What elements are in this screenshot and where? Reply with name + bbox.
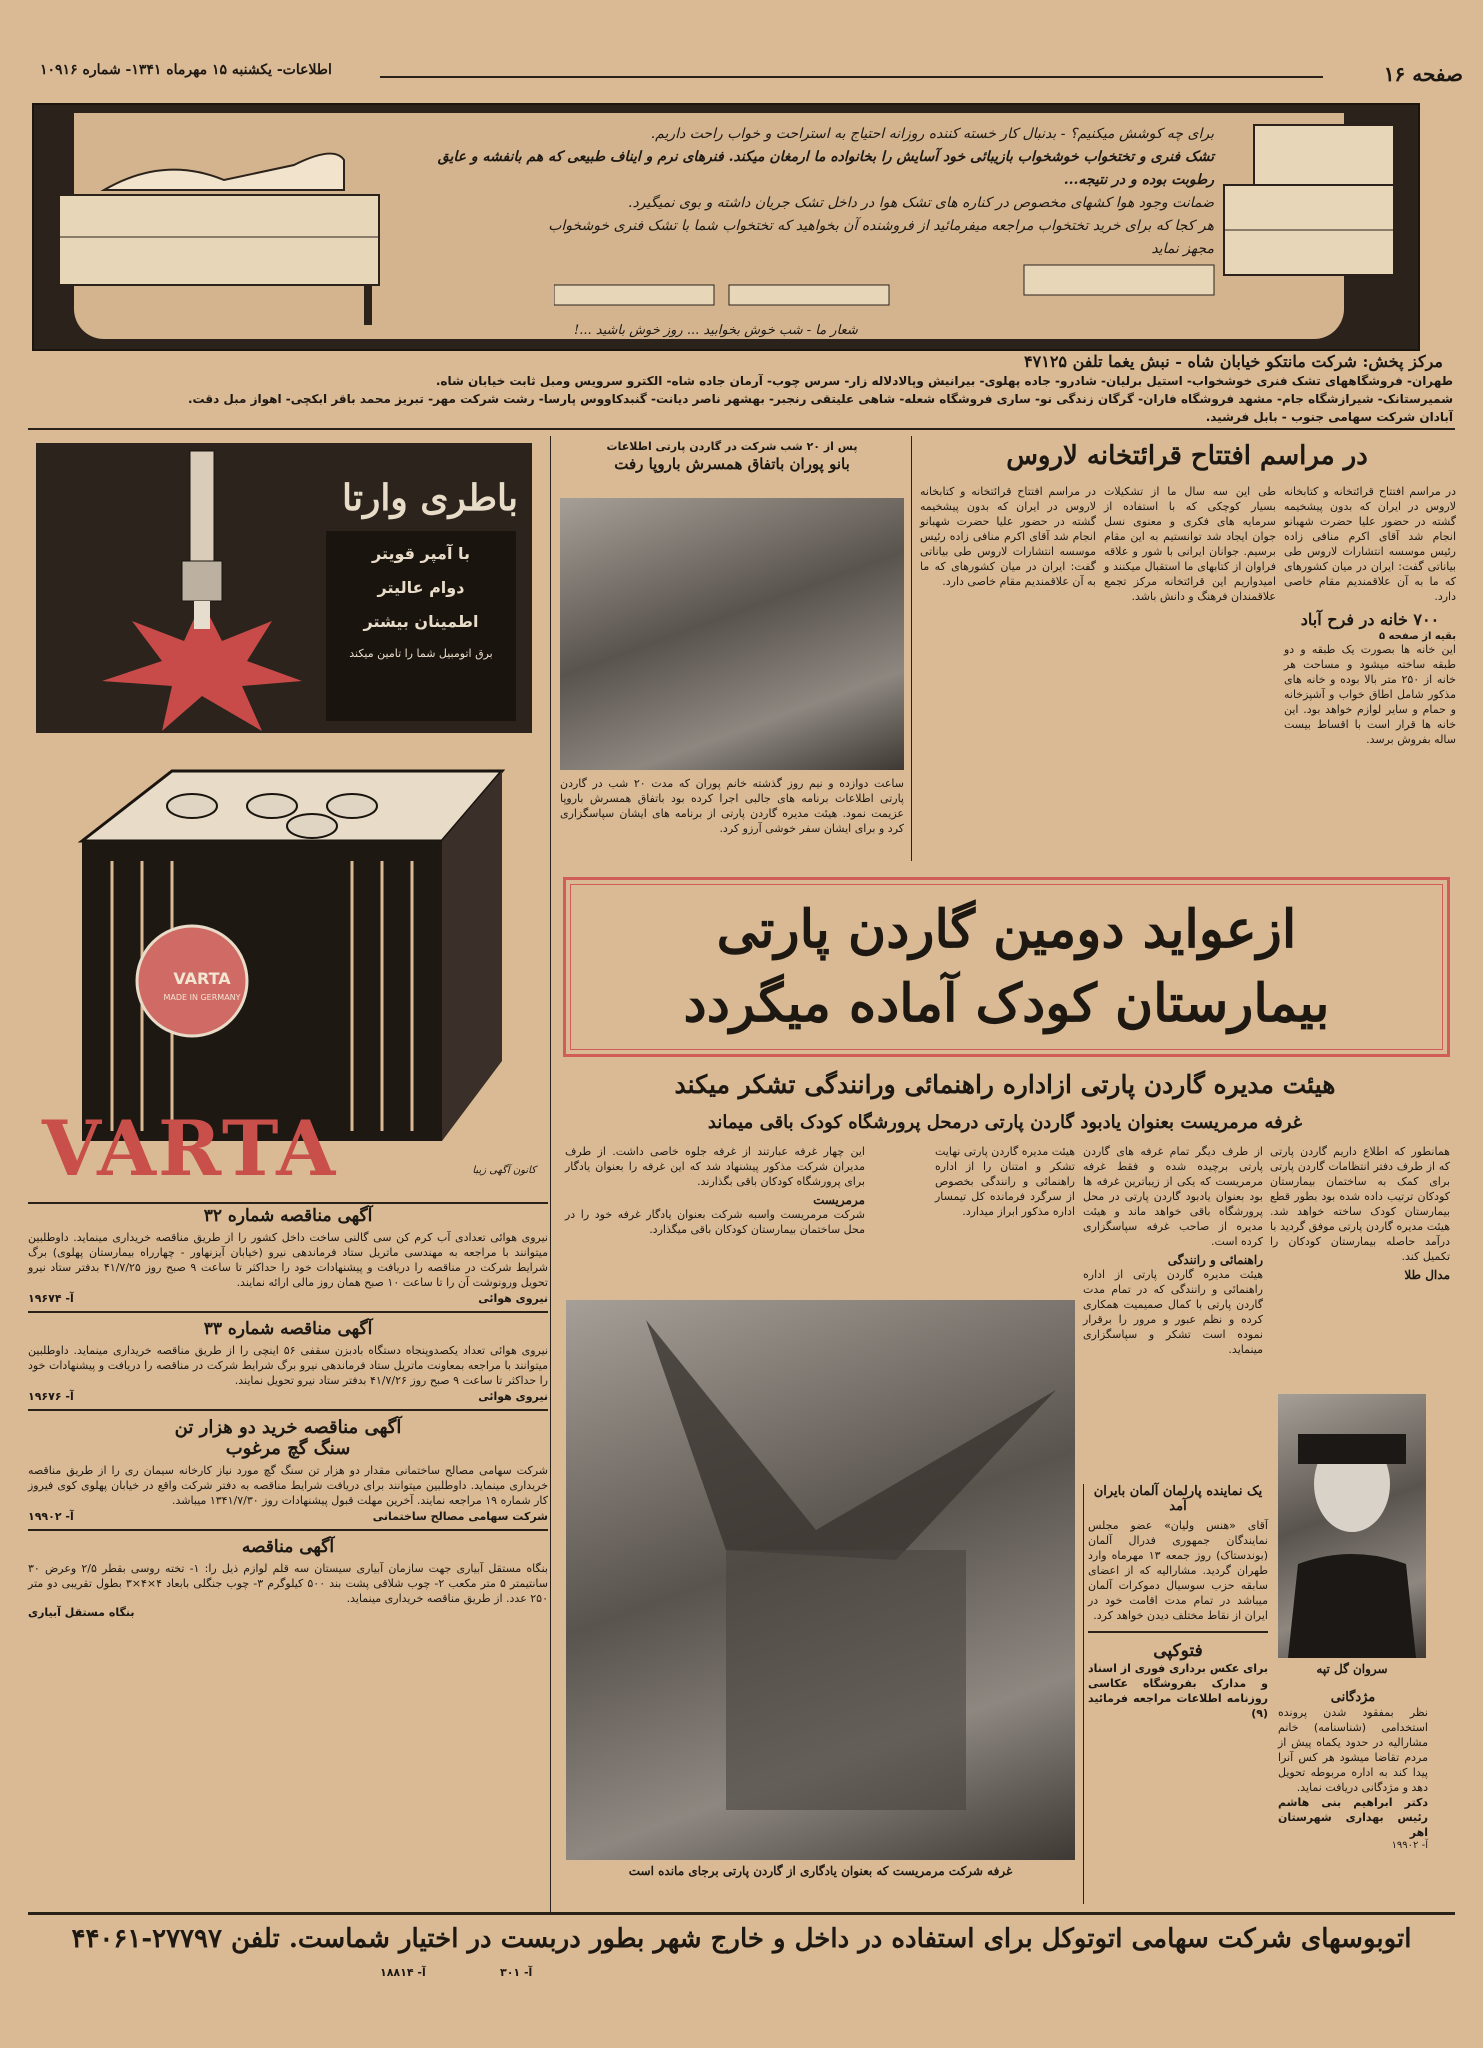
column-divider <box>1083 1484 1084 1904</box>
pouran-article <box>558 436 906 861</box>
mozhdegani-article <box>1278 1690 1428 1851</box>
tender-divider <box>28 1529 548 1531</box>
battery-cap <box>287 814 337 838</box>
tender-33-body: نیروی هوائی تعداد یکصدوپنجاه دستگاه بادبزن سقفی ۵۶ اینچی را از طریق مناقصه خریداری مینماید. داوطلبین میتوانند با مراجعه بمعاونت ماتریل ستاد فرماندهی نیرو برگ شرایط شرکت در مناقصه را دریافت و پیشنهادات خود را حداکثر تا ساعت ۹ صبح روز ۴۱/۷/۲۶ بدفتر ستاد نیرو تحویل نمایند. <box>28 1344 548 1387</box>
varta-line-4: برق اتومبیل شما را تامین میکند <box>349 647 493 660</box>
varta-badge-sub: MADE IN GERMANY <box>163 993 241 1002</box>
gypsum-body: شرکت سهامی مصالح ساختمانی مقدار دو هزار تن سنگ گچ مورد نیاز کارخانه سیمان ری را از طریق مناقصه خریداری مینماید. داوطلبین میتوانند برای دریافت شرایط مناقصه به دفتر شرکت واقع در خیابان پهلوی کوی فیروز کار شماره ۱۹ مراجعه نمایند. آخرین مهلت قبول پیشنهادات روز ۱۳۴۱/۷/۳۰ میباشد. <box>28 1464 548 1507</box>
battery-cap <box>247 794 297 818</box>
larousse-body-a: در مراسم افتتاح قرائتخانه و کتابخانه لاروس در ایران که بدون پیشخیمه گشته در حضور علیا حضرت شهبانو انجام شد آقای اکرم منافی زاده رئیس موسسه انتشارات لاروس طی بیاناتی گفت: ایران در میان کشورهای که ما به آن علاقمندیم مقام خاصی دارد. <box>1284 485 1456 603</box>
parliament-body: آقای «هنس ولیان» عضو مجلس نمایندگان جمهوری فدرال آلمان (بوندستاک) روز جمعه ۱۳ مهرماه وارد طهران گردید. مشارالیه که از اعضای سابقه حزب سوسیال دموکرات آلمان میباشد در تمام مدت اقامت خود در ایران از نقاط مختلف دیدن خواهد کرد. <box>1088 1519 1268 1622</box>
dealers-line-3: آبادان شرکت سهامی جنوب - بابل فرشید. <box>1205 410 1453 424</box>
main-story-body-c: این چهار غرفه عبارتند از غرفه جلوه خاصی داشت. از طرف مدیران شرکت مذکور پیشنهاد شد که این غرفه را بعنوان یادگار برای پرورشگاه کودکان باقی بگذارند. <box>565 1145 865 1188</box>
pouran-pre: پس از ۲۰ شب شرکت در گاردن پارتی اطلاعات <box>606 440 858 453</box>
officer-portrait <box>1278 1394 1426 1658</box>
main-story-section-2: مرمریست <box>813 1193 865 1207</box>
tender-32-code: آ- ۱۹۶۷۴ <box>28 1292 74 1305</box>
main-story-col-1 <box>1270 1144 1450 1282</box>
mattress-line-3: ضمانت وجود هوا کشهای مخصوص در کناره های تشک هوا در داخل تشک جریان داشته و بوی نمیگیرد. <box>628 195 1214 211</box>
main-headline-1: ازعواید دومین گاردن پارتی <box>716 899 1297 960</box>
distributor-line: مرکز پخش: شرکت مانتکو خیابان شاه - نبش یغما تلفن ۴۷۱۲۵ <box>1024 352 1443 371</box>
battery-illustration <box>42 731 522 1151</box>
gypsum-code: آ- ۱۹۹۰۲ <box>28 1510 74 1523</box>
battery-cap <box>167 794 217 818</box>
mattress-line-1: برای چه کوشش میکنیم؟ - بدنبال کار خسته کننده روزانه احتیاج به استراحت و خواب راحت داریم. <box>650 126 1214 142</box>
mattress-diagram-2 <box>729 285 889 305</box>
mozhdegani-title: مژدگانی <box>1330 1690 1376 1705</box>
main-story-col-4 <box>565 1144 865 1237</box>
larousse-body-c: این خانه ها بصورت یک طبقه و دو طبقه ساخته میشود و مساحت هر خانه از ۲۵۰ متر بالا بوده و خانه های مذکور شامل اطاق خواب و آشپزخانه و حمام و سایر لوازم خواهد بود. این خانه ها قرار است با اقساط بیست ساله بفروش برسد. <box>1284 643 1456 746</box>
mozhdegani-code: آ- ۱۹۹۰۲ <box>1391 1840 1428 1851</box>
varta-line-3: اطمینان بیشتر <box>363 612 479 631</box>
main-headline-box <box>563 877 1450 1057</box>
main-subhead-2: غرفه مرمریست بعنوان یادبود گاردن پارتی درمحل پرورشگاه کودک باقی میماند <box>707 1112 1303 1133</box>
marmarist-booth-photo <box>566 1300 1075 1860</box>
varta-line-1: با آمپر قویتر <box>371 544 471 563</box>
varta-line-2: دوام عالیتر <box>377 578 465 597</box>
mattress-line-5: مجهز نماید <box>1151 241 1214 257</box>
tenders-column <box>28 1204 548 1909</box>
tender-body: بنگاه مستقل آبیاری جهت سازمان آبیاری سیستان سه قلم لوازم ذیل را: ۱- تخته روسی بقطر ۲/۵ وعرض ۳۰ سانتیمتر ۵ متر مکعب ۲- چوب شلاقی پشت بند ۵۰۰ کیلوگرم ۳- چوب جنگلی بابعاد ۴×۴×۳ بطول تقریبی دو متر ۲۵۰ عدد. از طریق مناقصه خریداری مینماید. <box>28 1562 548 1605</box>
parliament-title: یک نماینده پارلمان آلمان بایران آمد <box>1093 1484 1263 1514</box>
varta-badge-text: VARTA <box>173 969 231 988</box>
footer-rule <box>28 1912 1455 1915</box>
plug-nut <box>182 561 222 601</box>
tender-title: آگهی مناقصه <box>241 1537 335 1557</box>
main-story-body-d: هیئت مدیره گاردن پارتی از اداره راهنمائی و رانندگی که در تمام مدت گاردن پارتی با کمال صمیمیت همکاری کرده و نظم عبور و مرور را برقرار نموده است تشکر و سپاسگزاری مینماید. <box>1083 1268 1263 1356</box>
tender-32-body: نیروی هوائی تعدادی آب کرم کن سی گالنی ساخت داخل کشور را از طریق مناقصه خریداری مینماید. داوطلبین میتوانند با مراجعه به مهندسی ماتریل ستاد فرماندهی نیرو (خیابان آیزنهاور - چهارراه بیمارستان پهلوی) برگ شرایط شرکت در مناقصه را دریافت و پیشنهادات خود را حداکثر تا ساعت ۹ صبح روز ۴۱/۷/۲۵ بدفتر ستاد نیرو تحویل ورونوشت آن را تا ساعت ۱۰ صبح همان روز مالی ارائه نمایند. <box>28 1231 548 1289</box>
footer-bus-ad: اتوبوسهای شرکت سهامی اتوتوکل برای استفاده در داخل و خارج شهر بطور دربست در اختیار شماست. تلفن ۲۷۷۹۷-۴۴۰۶۱ <box>71 1924 1412 1954</box>
portrait-figure <box>1278 1394 1426 1658</box>
section-rule <box>28 428 1455 430</box>
main-story-body-a: همانطور که اطلاع داریم گاردن پارتی که از طرف دفتر انتظامات گاردن پارتی برای کمک به ساختمان بیمارستان کودکان ترتیب داده شده بود بطور قطع بیمارستان کودک ساخته خواهد شد. هیئت مدیره گاردن پارتی موفق گردید با درآمد حاصله بیمارستان کودکان را تکمیل کند. <box>1270 1145 1450 1263</box>
pouran-title: بانو پوران باتفاق همسرش باروپا رفت <box>614 455 850 473</box>
main-subhead: هیئت مدیره گاردن پارتی ازاداره راهنمائی ورانندگی تشکر میکند <box>674 1070 1336 1099</box>
page-number: صفحه ۱۶ <box>1383 62 1463 86</box>
battery-front <box>82 841 442 1141</box>
gypsum-title-1: آگهی مناقصه خرید دو هزار تن <box>174 1417 402 1438</box>
tender-32-title: آگهی مناقصه شماره ۳۲ <box>203 1206 373 1226</box>
headboard <box>1254 125 1394 185</box>
mattress-slogan: شعار ما - شب خوش بخوابید ... روز خوش باشید ...! <box>574 323 858 338</box>
mattress-diagram-3 <box>1024 265 1214 295</box>
plug-tip <box>194 601 210 629</box>
gypsum-title-2: سنگ گچ مرغوب <box>225 1438 351 1459</box>
tender-divider <box>28 1409 548 1411</box>
pouran-caption: ساعت دوازده و نیم روز گذشته خانم پوران که مدت ۲۰ شب در گاردن پارتی اطلاعات برنامه های جالبی اجرا کرده بود باتفاق همسرش باروپا عزیمت نمود. هیئت مدیره گاردن پارتی از برنامه های ایشان سپاسگزاری کرد و برای ایشان سفر خوشی آرزو کرد. <box>560 777 904 835</box>
column-divider <box>911 436 912 861</box>
mattress-line-4: هر کجا که برای خرید تختخواب مراجعه میفرمائید از فروشنده آن بخواهید که تختخواب شما با تشک فنری خوشخواب <box>548 218 1214 234</box>
larousse-subhead: ۷۰۰ خانه در فرح آباد <box>1300 610 1440 629</box>
main-story-body-b: از طرف دیگر تمام غرفه های گاردن پارتی برچیده شده و فقط غرفه مرمریست که یکی از زیباترین غرفه ها بود بعنوان یادبود گاردن پارتی در محل پرورشگاه باقی خواهد ماند و هیئت مدیره از صاحب غرفه سپاسگزاری کرده است. <box>1083 1145 1263 1248</box>
sleeping-person <box>104 154 344 190</box>
bed-leg-right <box>364 285 372 325</box>
column-divider <box>550 436 551 1912</box>
tender-33-sign: نیروی هوائی <box>478 1390 548 1403</box>
tender-32-sign: نیروی هوائی <box>478 1292 548 1305</box>
varta-title: باطری وارتا <box>342 477 518 519</box>
mattress-diagram-1 <box>554 285 714 305</box>
larousse-body-b2: در مراسم افتتاح قرائتخانه و کتابخانه لاروس در ایران که بدون پیشخیمه گشته در حضور علیا حضرت شهبانو انجام شد آقای اکرم منافی زاده رئیس موسسه انتشارات لاروس طی بیاناتی گفت: ایران در میان کشورهای که ما به آن علاقمندیم مقام خاصی دارد. <box>920 485 1096 588</box>
gypsum-sign: شرکت سهامی مصالح ساختمانی <box>372 1510 548 1523</box>
tender-33-title: آگهی مناقصه شماره ۳۳ <box>203 1319 373 1339</box>
mozhdegani-body: نظر بمفقود شدن پرونده استخدامی (شناسنامه) خانم مشارالیه در حدود یکماه پیش از مردم تقاضا میشود هر کس آنرا پیدا کند به اداره مربوطه تحویل دهد و مژدگانی دریافت نماید. <box>1278 1706 1428 1794</box>
main-story-col-3 <box>935 1144 1075 1219</box>
main-story-col-2 <box>1083 1144 1263 1357</box>
main-story-section-moved: مدال طلا <box>1404 1268 1450 1282</box>
mattress-line-2: تشک فنری و تختخواب خوشخواب بازیبائی خود آسایش را بخانواده ما ارمغان میکند. فنرهای نرم و ایناف طبیعی که هم بانفشه و عایق رطوبت بوده و در نتیجه... <box>437 149 1214 188</box>
larousse-continued: بقیه از صفحه ۵ <box>1379 631 1456 642</box>
footer-code: آ- ۱۸۸۱۴ <box>380 1966 426 1979</box>
photo-caption: غرفه شرکت مرمریست که بعنوان یادگاری از گاردن پارتی برجای مانده است <box>628 1864 1013 1878</box>
main-story-section-1: راهنمائی و رانندگی <box>1167 1253 1263 1267</box>
mattress-ad <box>32 103 1420 351</box>
bed-leg-left <box>64 285 72 325</box>
dealers-line-1: طهران- فروشگاههای تشک فنری خوشخواب- استیل برلیان- شادرو- جاده پهلوی- بیرانیش وپالادلاله زار- سرس چوب- آرمان جاده شاه- الکترو سرویس ومبل ثابت خیابان شاه. <box>435 374 1453 388</box>
spark-plug-icon <box>72 441 332 731</box>
photocopy-title: فتوکپی <box>1153 1641 1203 1661</box>
battery-cap <box>327 794 377 818</box>
bed-illustration <box>44 125 404 345</box>
mozhdegani-sign: دکتر ابراهیم بنی هاشم رئیس بهداری شهرستان اهر <box>1278 1796 1428 1839</box>
varta-credit: کانون آگهی زیبا <box>472 1165 536 1176</box>
bed-frame <box>59 195 379 285</box>
larousse-body-b: طی این سه سال ما از تشکیلات بسیار کوچکی که با استفاده از سرمایه های فکری و معنوی نسل جوان ایجاد شد توانستیم به این مقام برسیم. جوانان ایرانی با شور و علاقه فراوان از کتابهای ما استقبال میکنند و امیدواریم این قرائتخانه مرکز تجمع علاقمندان فرهنگ و دانش باشد. <box>1104 485 1276 603</box>
larousse-article <box>918 436 1456 861</box>
parliament-article <box>1088 1484 1268 1721</box>
larousse-title: در مراسم افتتاح قرائتخانه لاروس <box>1006 441 1368 471</box>
main-story-body-e: شرکت مرمریست واسبه شرکت بعنوان یادگار غرفه خود را در محل ساختمان بیمارستان کودکان باقی میگذارد. <box>565 1208 865 1236</box>
tender-divider <box>28 1311 548 1313</box>
varta-text-panel <box>326 531 516 721</box>
main-headline-2: بیمارستان کودک آماده میگردد <box>683 973 1330 1034</box>
plug-body <box>190 451 214 571</box>
portrait-name: سروان گل تپه <box>1316 1662 1388 1676</box>
footer-code-2: آ- ۳۰۱ <box>500 1966 533 1979</box>
pouran-photo <box>560 498 904 770</box>
varta-logo: VARTA <box>42 1104 338 1193</box>
tender-33-code: آ- ۱۹۶۷۶ <box>28 1390 74 1403</box>
main-story-body-f: هیئت مدیره گاردن پارتی نهایت تشکر و امتنان را از اداره راهنمائی و رانندگی بخصوص از سرگرد فرمانده کل تیمسار اداره مذکور ابراز میدارد. <box>935 1145 1075 1218</box>
tender-sign: بنگاه مستقل آبیاری <box>28 1606 135 1619</box>
booth-roof-shape <box>566 1300 1075 1860</box>
photocopy-body: برای عکس برداری فوری از اسناد و مدارک بفروشگاه عکاسی روزنامه اطلاعات مراجعه فرمائید (۹) <box>1088 1662 1268 1720</box>
masthead-rule <box>380 76 1323 78</box>
issue-info: اطلاعات- یکشنبه ۱۵ مهرماه ۱۳۴۱- شماره ۱۰۹۱۶ <box>40 62 332 78</box>
varta-ad <box>32 441 536 1196</box>
article-divider <box>1088 1631 1268 1633</box>
dealers-line-2: شمیرستانک- شیرازشگاه جام- مشهد فروشگاه فاران- گرگان زندگی نو- ساری فروشگاه شعله- شاهی علیتقی رنجبر- بهشهر ناصر دیانت- گنبدکاووس پارسا- رشت شرکت مهر- تبریز محمد باقر ابکچی- اهواز مبل دقت. <box>187 392 1453 406</box>
